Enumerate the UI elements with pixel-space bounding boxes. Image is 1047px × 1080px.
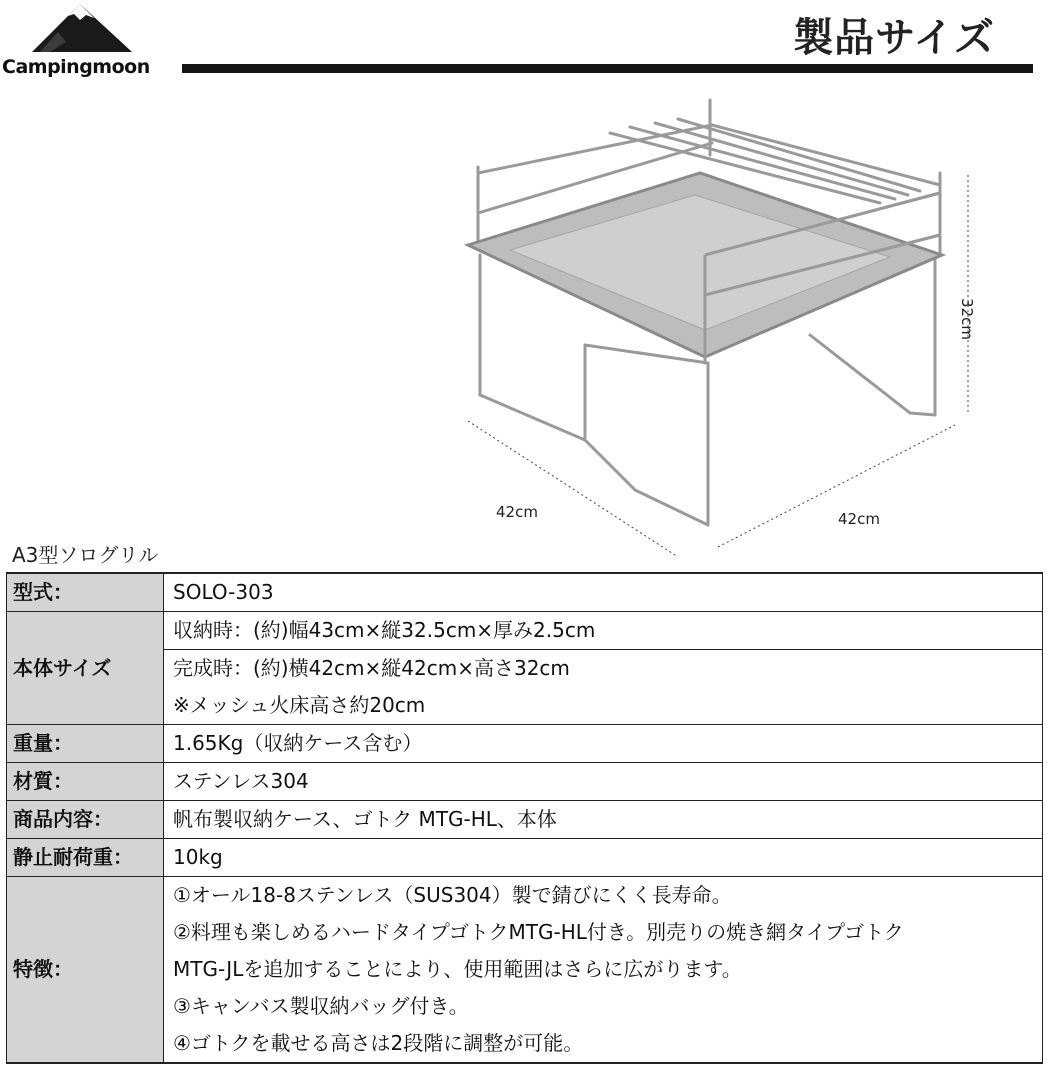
spec-row-model bbox=[7, 573, 1043, 612]
spec-value-contents: 帆布製収納ケース、ゴトク MTG-HL、本体 bbox=[164, 801, 1043, 839]
size-open: 完成時：(約)横42cm×縦42cm×高さ32cm bbox=[173, 656, 570, 680]
spec-table bbox=[6, 572, 1043, 1064]
dimension-height-label: 32cm bbox=[958, 298, 976, 340]
size-mesh: ※メッシュ火床高さ約20cm bbox=[173, 693, 426, 717]
brand-logo bbox=[0, 0, 180, 90]
spec-label-material: 材質： bbox=[7, 763, 164, 801]
size-open-group bbox=[164, 649, 1042, 724]
feature-item: MTG-JLを追加することにより、使用範囲はさらに広がります。 bbox=[173, 957, 742, 981]
spec-value-material: ステンレス304 bbox=[164, 763, 1043, 801]
spec-label-load: 静止耐荷重： bbox=[7, 839, 164, 877]
dimension-depth-label: 42cm bbox=[838, 510, 880, 528]
spec-label-contents: 商品内容： bbox=[7, 801, 164, 839]
spec-label-weight: 重量： bbox=[7, 725, 164, 763]
spec-label-features: 特徴： bbox=[7, 877, 164, 1064]
spec-row-material bbox=[7, 763, 1043, 801]
spec-row-load bbox=[7, 839, 1043, 877]
title-divider bbox=[182, 64, 1033, 73]
spec-value-weight: 1.65Kg（収納ケース含む） bbox=[164, 725, 1043, 763]
spec-label-size: 本体サイズ bbox=[7, 612, 164, 725]
product-name: A3型ソログリル bbox=[12, 543, 159, 567]
spec-value-load: 10kg bbox=[164, 839, 1043, 877]
page-title: 製品サイズ bbox=[793, 15, 995, 61]
spec-row-weight bbox=[7, 725, 1043, 763]
spec-value-size bbox=[164, 612, 1043, 725]
brand-name: Campingmoon bbox=[2, 56, 150, 78]
spec-row-contents bbox=[7, 801, 1043, 839]
mountain-icon bbox=[28, 2, 138, 54]
product-illustration bbox=[450, 95, 1010, 565]
size-stored: 収納時：(約)幅43cm×縦32.5cm×厚み2.5cm bbox=[173, 618, 596, 642]
spec-value-features bbox=[164, 877, 1043, 1064]
spec-value-model: SOLO-303 bbox=[164, 573, 1043, 612]
spec-row-features bbox=[7, 877, 1043, 1064]
dimension-width-label: 42cm bbox=[496, 503, 538, 521]
feature-item: ③キャンバス製収納バッグ付き。 bbox=[173, 994, 469, 1018]
spec-row-size bbox=[7, 612, 1043, 725]
feature-item: ④ゴトクを載せる高さは2段階に調整が可能。 bbox=[173, 1031, 584, 1055]
feature-item: ①オール18-8ステンレス（SUS304）製で錆びにくく長寿命。 bbox=[173, 883, 732, 907]
spec-label-model: 型式： bbox=[7, 573, 164, 612]
feature-item: ②料理も楽しめるハードタイプゴトクMTG-HL付き。別売りの焼き網タイプゴトク bbox=[173, 920, 904, 944]
